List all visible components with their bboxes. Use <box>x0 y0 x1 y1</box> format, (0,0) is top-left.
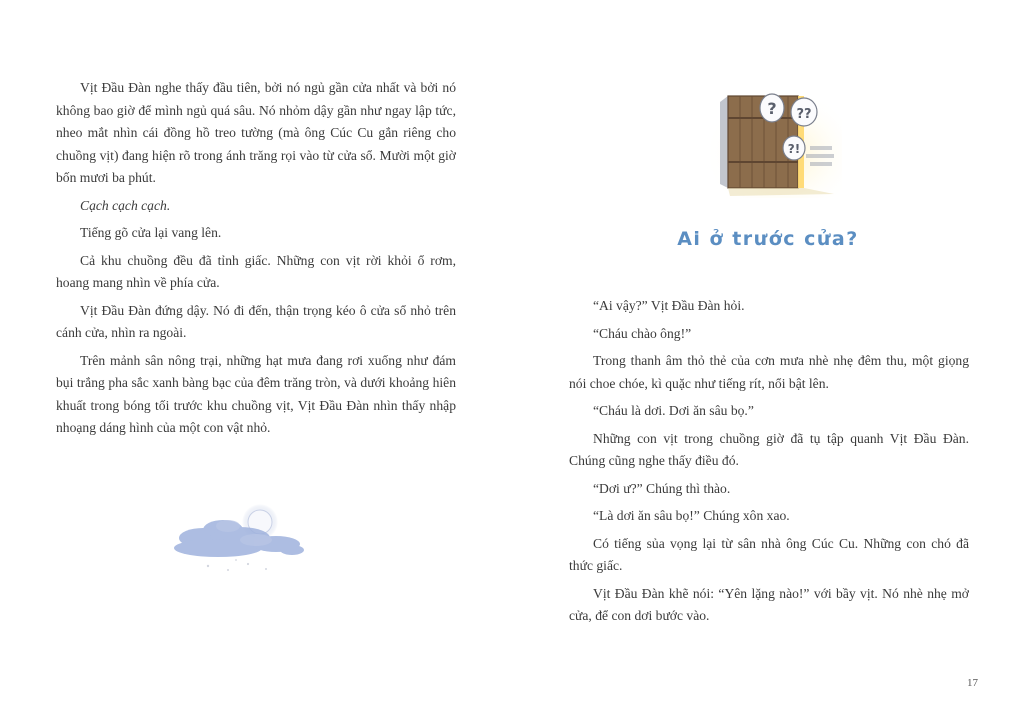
paragraph: “Là dơi ăn sâu bọ!” Chúng xôn xao. <box>593 508 790 523</box>
paragraph: Vịt Đầu Đàn khẽ nói: “Yên lặng nào!” với bầy vịt. Nó nhè nhẹ mở cửa, để con dơi bước vào. <box>569 585 969 623</box>
moon-cloud-illustration <box>168 500 308 580</box>
paragraph: “Cháu là dơi. Dơi ăn sâu bọ.” <box>593 403 754 418</box>
paragraph: Vịt Đầu Đàn nghe thấy đầu tiên, bởi nó ngủ gần cửa nhất và bởi nó không bao giờ để mình ngủ quá sâu. Nó nhỏm dậy gần như ngay lập tức, nheo mắt nhìn cái đồng hồ treo tường (mà ông Cúc Cu gắn riêng cho chuồng vịt) đang hiện rõ trong ánh trăng rọi vào từ cửa sổ. Mười một giờ bốn mươi ba phút. <box>56 80 456 185</box>
paragraph: Những con vịt trong chuồng giờ đã tụ tập quanh Vịt Đầu Đàn. Chúng cũng nghe thấy điều đó. <box>569 430 969 468</box>
door-illustration <box>710 88 842 198</box>
paragraph: “Cháu chào ông!” <box>593 325 692 341</box>
paragraph: Vịt Đầu Đàn đứng dậy. Nó đi đến, thận trọng kéo ô cửa sổ nhỏ trên cánh cửa, nhìn ra ngoài. <box>56 302 456 340</box>
paragraph-italic: Cạch cạch cạch. <box>80 197 171 213</box>
paragraph: Có tiếng sủa vọng lại từ sân nhà ông Cúc Cu. Những con chó đã thức giấc. <box>569 535 969 573</box>
left-text-column <box>56 77 456 445</box>
chapter-title: Ai ở trước cửa? <box>677 228 859 250</box>
paragraph: Trong thanh âm thỏ thẻ của cơn mưa nhè nhẹ đêm thu, một giọng nói choe chóe, kì quặc như tiếng rít, nổi bật lên. <box>569 353 969 391</box>
right-text-column <box>569 295 969 633</box>
paragraph: “Ai vậy?” Vịt Đầu Đàn hỏi. <box>593 298 745 313</box>
paragraph: Trên mảnh sân nông trại, những hạt mưa đang rơi xuống như đám bụi trắng pha sắc xanh bàng bạc của đêm trăng tròn, và dưới khoảng hiên khuất trong bóng tối trước khu chuồng vịt, Vịt Đầu Đàn nhìn thấy nhập nhoạng dáng hình của một con vật nhỏ. <box>56 352 456 435</box>
page-number: 17 <box>967 677 978 689</box>
right-page <box>512 0 1024 711</box>
bubble-mark: ?? <box>796 107 812 122</box>
paragraph: “Dơi ư?” Chúng thì thào. <box>593 480 731 496</box>
bubble-mark: ? <box>767 99 777 118</box>
paragraph: Tiếng gõ cửa lại vang lên. <box>80 225 222 240</box>
paragraph: Cả khu chuồng đều đã tỉnh giấc. Những con vịt rời khỏi ổ rơm, hoang mang nhìn về phía cửa. <box>56 252 456 290</box>
bubble-mark: ?! <box>787 142 801 156</box>
